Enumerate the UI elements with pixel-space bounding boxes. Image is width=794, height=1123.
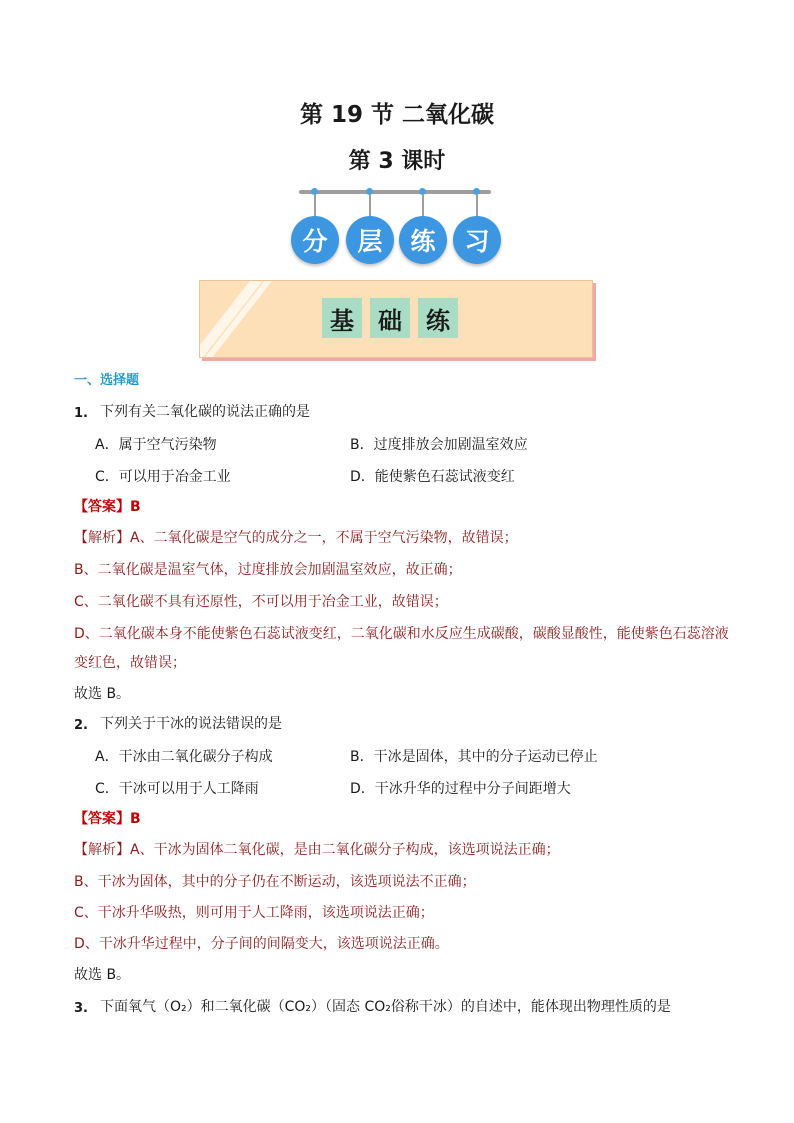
option-c: C．干冰可以用于人工降雨 (95, 781, 259, 797)
page-subtitle: 第 3 课时 (348, 149, 446, 174)
analysis-line: B、二氧化碳是温室气体，过度排放会加剧温室效应，故正确； (74, 562, 462, 578)
analysis-line: D、二氧化碳本身不能使紫色石蕊试液变红，二氧化碳和水反应生成碳酸，碳酸显酸性，能使紫色石蕊溶液 (74, 626, 729, 642)
analysis-line: 【解析】A、二氧化碳是空气的成分之一，不属于空气污染物，故错误； (74, 530, 518, 546)
question-number: 2. (74, 718, 88, 733)
option-a: A．干冰由二氧化碳分子构成 (95, 749, 273, 765)
header-char-circle: 层 (346, 216, 394, 264)
banner-char: 练 (418, 298, 458, 338)
question-number: 1. (74, 406, 88, 421)
answer-label: 【答案】B (74, 499, 141, 515)
option-d: D．能使紫色石蕊试液变红 (350, 469, 515, 485)
banner-char: 础 (370, 298, 410, 338)
option-b: B．过度排放会加剧温室效应 (350, 437, 528, 453)
answer-label: 【答案】B (74, 811, 141, 827)
question-number: 3. (74, 1001, 88, 1016)
question-stem: 下面氧气（O₂）和二氧化碳（CO₂）（固态 CO₂俗称干冰）的自述中，能体现出物理性质的是 (100, 999, 671, 1015)
question-stem: 下列有关二氧化碳的说法正确的是 (100, 404, 310, 420)
section-heading: 一、选择题 (74, 373, 140, 388)
stem (476, 194, 478, 218)
conclusion: 故选 B。 (74, 967, 131, 983)
option-c: C．可以用于冶金工业 (95, 469, 231, 485)
analysis-line: C、二氧化碳不具有还原性，不可以用于冶金工业，故错误； (74, 594, 448, 610)
header-char-circle: 练 (399, 216, 447, 264)
question-stem: 下列关于干冰的说法错误的是 (100, 716, 282, 732)
header-bar (299, 190, 491, 194)
conclusion: 故选 B。 (74, 686, 131, 702)
analysis-line: B、干冰为固体，其中的分子仍在不断运动，该选项说法不正确； (74, 874, 476, 890)
level-banner (199, 280, 593, 358)
option-a: A．属于空气污染物 (95, 437, 217, 453)
analysis-line: D、干冰升华过程中，分子间的间隔变大，该选项说法正确。 (74, 936, 449, 952)
stem (369, 194, 371, 218)
analysis-line: 【解析】A、干冰为固体二氧化碳，是由二氧化碳分子构成，该选项说法正确； (74, 842, 560, 858)
option-b: B．干冰是固体，其中的分子运动已停止 (350, 749, 598, 765)
banner-char: 基 (322, 298, 362, 338)
banner-chars (322, 298, 458, 338)
analysis-line: 变红色，故错误； (74, 655, 186, 671)
page-title: 第 19 节 二氧化碳 (299, 102, 495, 128)
header-char-circle: 习 (453, 216, 501, 264)
stem (314, 194, 316, 218)
stem (422, 194, 424, 218)
option-d: D．干冰升华的过程中分子间距增大 (350, 781, 571, 797)
header-char-circle: 分 (291, 216, 339, 264)
analysis-line: C、干冰升华吸热，则可用于人工降雨，该选项说法正确； (74, 905, 434, 921)
